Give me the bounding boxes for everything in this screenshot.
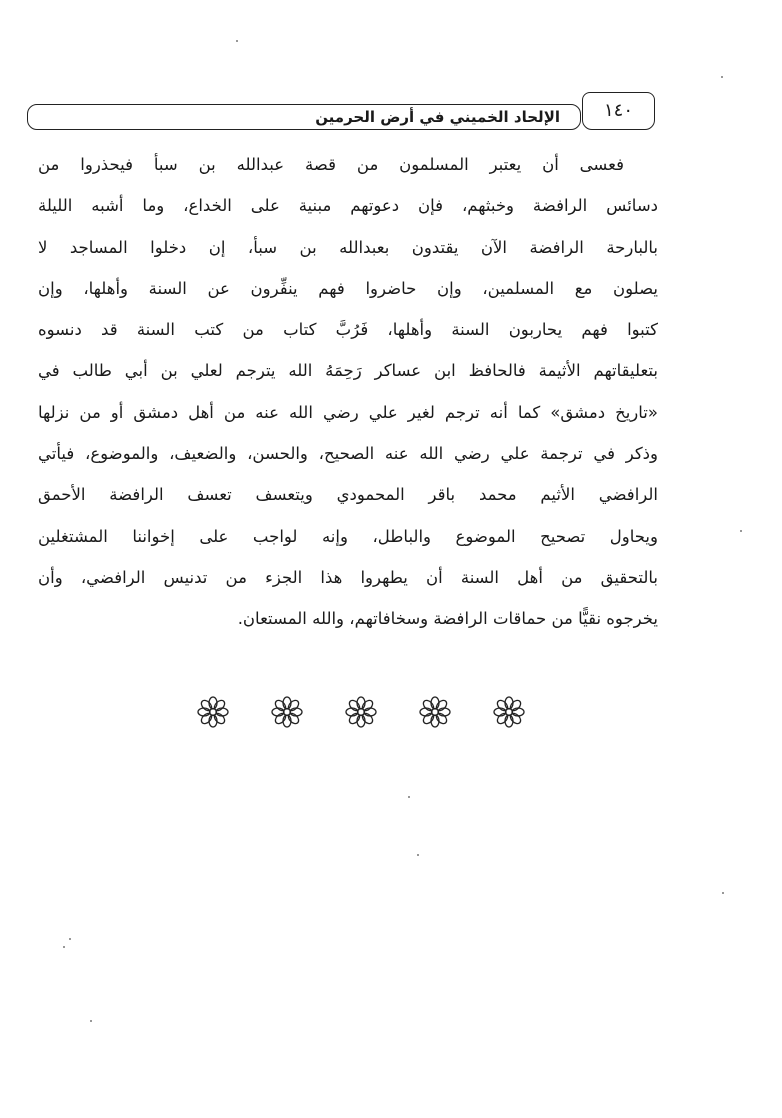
running-header: [27, 92, 655, 132]
text-line: «تاريخ دمشق» كما أنه ترجم لغير علي رضي الله عنه من أهل دمشق أو من نزلها: [38, 402, 658, 422]
page-number-frame: [582, 92, 655, 130]
text-line: ويحاول تصحيح الموضوع والباطل، وإنه لواجب على إخواننا المشتغلين: [38, 526, 658, 546]
text-line: بالبارحة الرافضة الآن يقتدون بعبدالله بن سبأ، إن دخلوا المساجد لا: [38, 237, 658, 257]
scan-speck: [740, 530, 742, 532]
flower-ornament-icon: [344, 695, 378, 729]
flower-ornament-icon: [196, 695, 230, 729]
body-paragraph: [38, 144, 658, 640]
scan-speck: [63, 946, 65, 948]
page-number: ١٤٠: [603, 100, 633, 121]
scan-speck: [69, 938, 71, 940]
scan-speck: [408, 796, 410, 798]
text-line: الرافضي الأثيم محمد باقر المحمودي ويتعسف تعسف الرافضة الأحمق: [38, 485, 658, 505]
text-line: دسائس الرافضة وخبثهم، فإن دعوتهم مبنية على الخداع، وما أشبه الليلة: [38, 196, 658, 216]
scan-speck: [90, 1020, 92, 1022]
text-line: وذكر في ترجمة علي رضي الله عنه الصحيح، والحسن، والضعيف، والموضوع، فيأتي: [38, 444, 658, 464]
text-line: يصلون مع المسلمين، وإن حاضروا فهم ينفِّرون عن السنة وأهلها، وإن: [38, 278, 658, 298]
flower-ornament-icon: [418, 695, 452, 729]
scan-speck: [236, 40, 238, 42]
text-line: بتعليقاتهم الأثيمة فالحافظ ابن عساكر رَحِمَهُ الله يترجم لعلي بن أبي طالب في: [38, 361, 658, 381]
scan-speck: [417, 854, 419, 856]
flower-ornament-icon: [270, 695, 304, 729]
scan-speck: [721, 76, 723, 78]
scan-speck: [722, 892, 724, 894]
section-end-ornaments: [196, 692, 526, 732]
header-title: الإلحاد الخميني في أرض الحرمين: [315, 107, 560, 126]
flower-ornament-icon: [492, 695, 526, 729]
text-line: كتبوا فهم يحاربون السنة وأهلها، فَرُبَّ كتاب من كتب السنة قد دنسوه: [38, 320, 658, 340]
text-line: فعسى أن يعتبر المسلمون من قصة عبدالله بن سبأ فيحذروا من: [38, 155, 624, 174]
text-line: يخرجوه نقيًّا من حماقات الرافضة وسخافاتهم، والله المستعان.: [237, 609, 658, 629]
text-line: بالتحقيق من أهل السنة أن يطهروا هذا الجزء من تدنيس الرافضي، وأن: [38, 567, 658, 587]
header-title-frame: [27, 104, 581, 130]
